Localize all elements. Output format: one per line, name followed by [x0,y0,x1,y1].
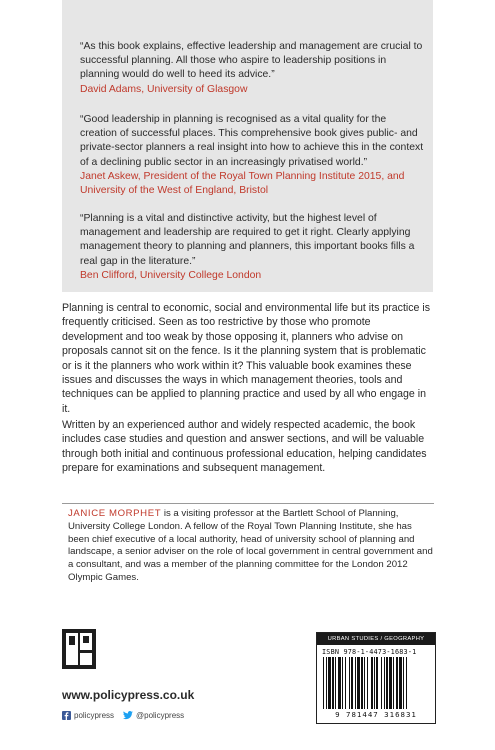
twitter-label: @policypress [136,711,185,720]
barcode-bar [374,657,375,709]
barcode-bar [326,657,327,709]
barcode-bar [338,657,341,709]
quote-text: “As this book explains, effective leadership and management are crucial to successful planning. All those who aspire to leadership positions in planning would do well to heed its advice.” [80,41,423,81]
barcode-bar [376,657,378,709]
barcode-bar [332,657,334,709]
quote-attribution: David Adams, University of Glasgow [80,83,248,95]
barcode-bar [335,657,336,709]
barcode-number: 9 781447 316831 [335,710,417,719]
divider [62,503,434,504]
barcode-bar [371,657,373,709]
barcode-bar [351,657,353,709]
barcode-bar [357,657,360,709]
barcode-bar [355,657,356,709]
quote-attribution: Ben Clifford, University College London [80,269,262,281]
barcode-bar [381,657,382,709]
endorsement-quote [80,113,425,198]
facebook-icon [62,711,71,720]
barcode-bar [349,657,350,709]
barcode-bar [389,657,392,709]
barcode-bar [384,657,385,709]
quote-text: “Planning is a vital and distinctive activity, but the highest level of management and leadership are required to get it right. Clearly applying management theory to planning and planners, this important books fills a real gap in the literature.” [80,213,415,267]
barcode-bar [342,657,343,709]
barcode-bar [406,657,407,709]
barcode-icon [323,657,429,709]
barcode-bar [345,657,346,709]
facebook-link[interactable] [62,711,114,720]
author-bio-text: is a visiting professor at the Bartlett School of Planning, University College London. A fellow of the Royal Town Planning Institute, she has been chief executive of a local authority, head of university school of planning and landscape, a senior adviser on the role of local government in central government and a consultant, and was a member of the planning committee for the London 2012 Olympic Games. [68,508,433,583]
blurb-paragraph: Written by an experienced author and widely respected academic, the book includes case studies and question and answer sections, and will be valuable through both initial and continuous professional education, helping candidates prepare for examinations and subsequent management. [62,419,427,475]
barcode-panel [316,632,436,724]
barcode-bar [323,657,324,709]
barcode-bar [396,657,398,709]
twitter-link[interactable] [123,711,184,720]
quote-attribution: Janet Askew, President of the Royal Town Planning Institute 2015, and University of the West of England, Bristol [80,170,405,197]
policy-press-logo-icon [62,629,96,669]
endorsement-quote [80,40,425,97]
publisher-url[interactable]: www.policypress.co.uk [62,688,195,702]
barcode-bar [328,657,331,709]
quote-text: “Good leadership in planning is recognised as a vital quality for the creation of successful places. This comprehensive book gives public- and private-sector planners a real insight into how to achieve this in the context of a declining public sector in an increasingly privatised world.” [80,114,424,168]
author-name: JANICE MORPHET [68,508,162,519]
barcode-bar [403,657,404,709]
barcode-bar [361,657,363,709]
barcode-bar [393,657,394,709]
barcode-bar [367,657,368,709]
endorsement-quote [80,212,425,283]
barcode-bar [399,657,402,709]
author-bio [68,508,434,585]
subject-category: URBAN STUDIES / GEOGRAPHY [317,633,435,645]
isbn: ISBN 978-1-4473-1683-1 [322,648,417,656]
barcode-bar [364,657,365,709]
blurb-paragraph: Planning is central to economic, social and environmental life but its practice is frequently criticised. Seen as too restrictive by those who promote development and too weak by those opposing it, planners who advise on proposals cannot sit on the fence. Is it the planning system that is problematic or is it the planners who work within it? This valuable book examines these issues and discusses the ways in which management theories, tools and techniques can be applied to planning practice and used by all who engage in it. [62,302,431,415]
barcode-bar [386,657,388,709]
facebook-label: policypress [74,711,115,720]
twitter-icon [123,711,133,720]
